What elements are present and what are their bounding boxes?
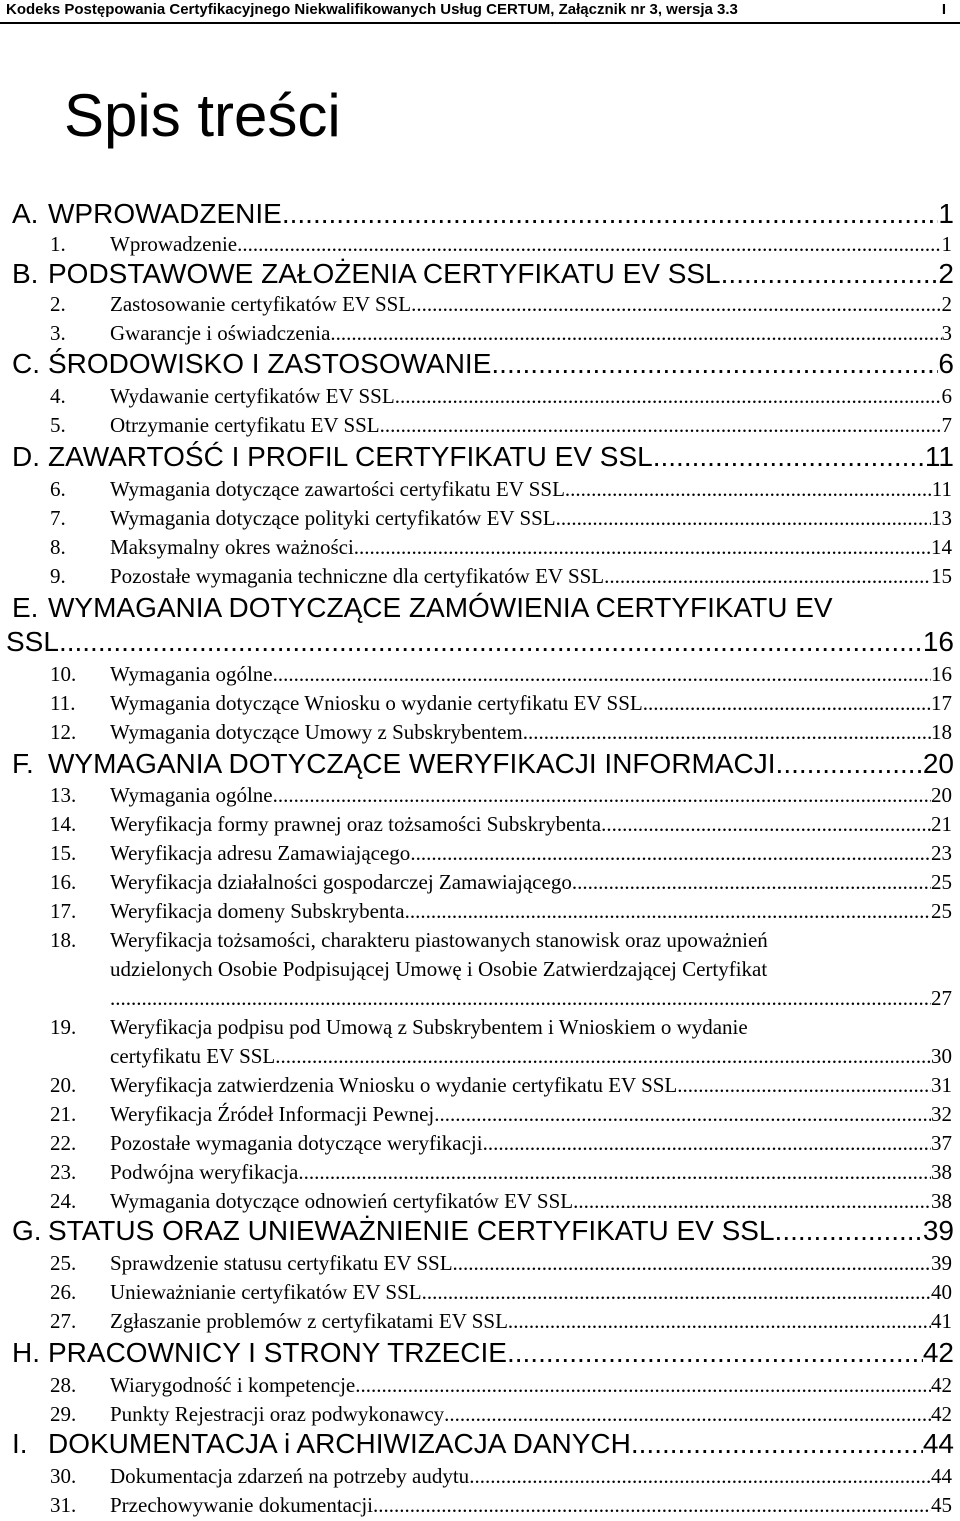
toc-number: 23. — [50, 1160, 77, 1184]
toc-page: 25 — [931, 899, 952, 923]
toc-entry-section-continued[interactable] — [6, 626, 954, 656]
toc-number: 6. — [50, 477, 66, 501]
toc-title: ŚRODOWISKO I ZASTOSOWANIE — [48, 348, 492, 379]
toc-page: 40 — [931, 1280, 952, 1304]
toc-entry[interactable] — [0, 321, 952, 347]
toc-page: 21 — [931, 812, 952, 836]
toc-leader — [601, 812, 931, 837]
toc-page: 30 — [931, 1044, 952, 1068]
toc-number: G. — [12, 1215, 42, 1246]
toc-title: Weryfikacja domeny Subskrybenta — [110, 899, 405, 923]
toc-entry-section[interactable] — [6, 1215, 954, 1245]
toc-entry[interactable] — [0, 812, 952, 838]
toc-title: Przechowywanie dokumentacji — [110, 1493, 373, 1517]
toc-title-continued: certyfikatu EV SSL — [110, 1044, 276, 1068]
toc-number: F. — [12, 748, 34, 779]
document-title: Spis treści — [64, 82, 341, 149]
toc-leader — [354, 535, 931, 560]
toc-leader — [422, 1280, 931, 1305]
toc-page: 38 — [931, 1160, 952, 1184]
toc-entry[interactable] — [0, 691, 952, 717]
toc-number: 26. — [50, 1280, 77, 1304]
toc-number: 1. — [50, 232, 66, 256]
toc-number: 14. — [50, 812, 77, 836]
toc-title: PODSTAWOWE ZAŁOŻENIA CERTYFIKATU EV SSL — [48, 258, 721, 289]
toc-leader — [573, 1189, 931, 1214]
toc-entry[interactable] — [0, 535, 952, 561]
toc-title: Otrzymanie certyfikatu EV SSL — [110, 413, 380, 437]
toc-title: Wymagania dotyczące Wniosku o wydanie certyfikatu EV SSL — [110, 691, 643, 715]
toc-leader — [523, 720, 931, 745]
toc-entry[interactable] — [0, 413, 952, 439]
toc-number: 11. — [50, 691, 76, 715]
toc-entry[interactable] — [0, 1251, 952, 1277]
toc-entry[interactable] — [0, 477, 952, 503]
toc-page: 42 — [931, 1402, 952, 1426]
toc-entry[interactable] — [0, 1309, 952, 1335]
toc-page: 31 — [931, 1073, 952, 1097]
toc-page: 17 — [931, 691, 952, 715]
toc-title: Weryfikacja tożsamości, charakteru piastowanych stanowisk oraz upoważnień — [110, 928, 768, 952]
toc-title: Wymagania dotyczące Umowy z Subskrybentem — [110, 720, 523, 744]
toc-number: 9. — [50, 564, 66, 588]
toc-number: 24. — [50, 1189, 77, 1213]
toc-leader — [355, 1373, 931, 1398]
toc-number: B. — [12, 258, 39, 289]
toc-entry[interactable] — [0, 1373, 952, 1399]
toc-entry-section[interactable] — [6, 348, 954, 378]
toc-title: DOKUMENTACJA i ARCHIWIZACJA DANYCH — [48, 1428, 631, 1459]
toc-leader — [491, 348, 938, 380]
toc-title: Punkty Rejestracji oraz podwykonawcy — [110, 1402, 445, 1426]
toc-entry-continued[interactable] — [0, 957, 952, 985]
toc-entry[interactable] — [0, 564, 952, 590]
toc-leader — [508, 1309, 931, 1334]
toc-page: 44 — [922, 1428, 954, 1459]
toc-title: Wymagania ogólne — [110, 662, 273, 686]
toc-entry[interactable] — [0, 1160, 952, 1186]
toc-leader — [775, 1215, 923, 1247]
toc-leader — [556, 506, 931, 531]
toc-page: 37 — [931, 1131, 952, 1155]
toc-title: Weryfikacja formy prawnej oraz tożsamości Subskrybenta — [110, 812, 602, 836]
toc-title: Zastosowanie certyfikatów EV SSL — [110, 292, 412, 316]
toc-number: 19. — [50, 1015, 77, 1039]
toc-page: 11 — [924, 441, 954, 472]
toc-entry[interactable] — [0, 1073, 952, 1099]
toc-title: Weryfikacja Źródeł Informacji Pewnej — [110, 1102, 435, 1126]
toc-leader — [469, 1464, 931, 1489]
toc-page: 2 — [941, 292, 952, 316]
toc-page: 20 — [931, 783, 952, 807]
toc-title: WPROWADZENIE — [48, 198, 282, 229]
toc-page: 45 — [931, 1493, 952, 1517]
toc-number: 31. — [50, 1493, 77, 1517]
toc-entry[interactable] — [0, 899, 952, 925]
toc-title: Weryfikacja działalności gospodarczej Zamawiającego — [110, 870, 572, 894]
toc-number: D. — [12, 441, 40, 472]
toc-number: 8. — [50, 535, 66, 559]
toc-leader — [643, 691, 931, 716]
toc-page: 18 — [931, 720, 952, 744]
toc-title: Wymagania dotyczące odnowień certyfikatów EV SSL — [110, 1189, 574, 1213]
toc-entry-section[interactable] — [6, 198, 954, 228]
toc-leader — [653, 441, 925, 473]
toc-number: 10. — [50, 662, 77, 686]
toc-leader — [110, 986, 931, 1011]
toc-entry[interactable] — [0, 1280, 952, 1306]
toc-number: 15. — [50, 841, 77, 865]
toc-page: 20 — [922, 748, 954, 779]
toc-title: Zgłaszanie problemów z certyfikatami EV SSL — [110, 1309, 508, 1333]
toc-title: Wymagania ogólne — [110, 783, 273, 807]
toc-page: 7 — [941, 413, 952, 437]
toc-page: 15 — [931, 564, 952, 588]
toc-entry-section[interactable] — [6, 258, 954, 288]
toc-number: 16. — [50, 870, 77, 894]
toc-page: 2 — [938, 258, 954, 289]
toc-number: 3. — [50, 321, 66, 345]
toc-page: 14 — [931, 535, 952, 559]
toc-number: 21. — [50, 1102, 77, 1126]
toc-number: 2. — [50, 292, 66, 316]
toc-number: A. — [12, 198, 39, 229]
toc-leader — [444, 1402, 931, 1427]
toc-leader — [721, 258, 939, 290]
toc-leader — [373, 1493, 931, 1518]
toc-title: STATUS ORAZ UNIEWAŻNIENIE CERTYFIKATU EV SSL — [48, 1215, 775, 1246]
toc-leader — [298, 1160, 931, 1185]
toc-entry[interactable] — [0, 870, 952, 896]
toc-page: 1 — [938, 198, 954, 229]
toc-number: 12. — [50, 720, 77, 744]
toc-title: Podwójna weryfikacja — [110, 1160, 299, 1184]
toc-number: 25. — [50, 1251, 77, 1275]
toc-page: 42 — [922, 1337, 954, 1368]
toc-number: H. — [12, 1337, 40, 1368]
toc-number: 28. — [50, 1373, 77, 1397]
toc-title: Wiarygodność i kompetencje — [110, 1373, 356, 1397]
toc-leader — [677, 1073, 931, 1098]
toc-title: WYMAGANIA DOTYCZĄCE WERYFIKACJI INFORMACJI — [48, 748, 776, 779]
toc-leader — [282, 198, 939, 230]
toc-page: 39 — [922, 1215, 954, 1246]
toc-title-continued: SSL — [6, 626, 59, 657]
toc-page: 13 — [931, 506, 952, 530]
toc-entry[interactable] — [0, 384, 952, 410]
toc-title: Unieważnianie certyfikatów EV SSL — [110, 1280, 422, 1304]
toc-page: 27 — [931, 986, 952, 1010]
toc-entry-section-first-line[interactable] — [6, 592, 954, 626]
toc-entry-first-line[interactable] — [0, 928, 952, 956]
toc-entry-section[interactable] — [6, 748, 954, 778]
toc-title: Pozostałe wymagania techniczne dla certyfikatów EV SSL — [110, 564, 605, 588]
toc-leader — [572, 870, 931, 895]
toc-title: Dokumentacja zdarzeń na potrzeby audytu — [110, 1464, 470, 1488]
header-page-number: I — [941, 1, 946, 18]
toc-leader — [330, 321, 941, 346]
toc-leader — [395, 384, 942, 409]
toc-number: 7. — [50, 506, 66, 530]
toc-entry-leader-line[interactable] — [0, 986, 952, 1012]
toc-title: Wymagania dotyczące zawartości certyfikatu EV SSL — [110, 477, 565, 501]
toc-number: 18. — [50, 928, 77, 952]
toc-leader — [631, 1428, 923, 1460]
toc-entry-section[interactable] — [6, 1337, 954, 1367]
toc-leader — [410, 841, 931, 866]
toc-number: I. — [12, 1428, 28, 1459]
toc-entry[interactable] — [0, 1493, 952, 1519]
header-title: Kodeks Postępowania Certyfikacyjnego Niekwalifikowanych Usług CERTUM, Załącznik nr 3, wersja 3.3 — [6, 1, 738, 18]
toc-leader — [411, 292, 941, 317]
toc-leader — [604, 564, 931, 589]
toc-page: 1 — [941, 232, 952, 256]
toc-entry[interactable] — [0, 841, 952, 867]
toc-leader — [453, 1251, 931, 1276]
toc-leader — [483, 1131, 931, 1156]
toc-entry[interactable] — [0, 232, 952, 258]
toc-number: 17. — [50, 899, 77, 923]
toc-title: Weryfikacja podpisu pod Umową z Subskrybentem i Wnioskiem o wydanie — [110, 1015, 748, 1039]
toc-number: 30. — [50, 1464, 77, 1488]
toc-entry-first-line[interactable] — [0, 1015, 952, 1043]
toc-page: 44 — [931, 1464, 952, 1488]
toc-title: ZAWARTOŚĆ I PROFIL CERTYFIKATU EV SSL — [48, 441, 653, 472]
toc-number: 29. — [50, 1402, 77, 1426]
toc-leader — [380, 413, 942, 438]
toc-title: PRACOWNICY I STRONY TRZECIE — [48, 1337, 507, 1368]
toc-entry[interactable] — [0, 783, 952, 809]
toc-number: 5. — [50, 413, 66, 437]
toc-entry[interactable] — [0, 1189, 952, 1215]
toc-entry[interactable] — [0, 1131, 952, 1157]
toc-number: 22. — [50, 1131, 77, 1155]
toc-page: 23 — [931, 841, 952, 865]
toc-number: E. — [12, 592, 39, 623]
toc-leader — [507, 1337, 923, 1369]
toc-page: 6 — [938, 348, 954, 379]
toc-entry[interactable] — [0, 1464, 952, 1490]
toc-page: 38 — [931, 1189, 952, 1213]
toc-entry[interactable] — [0, 720, 952, 746]
toc-page: 3 — [941, 321, 952, 345]
toc-title: Wymagania dotyczące polityki certyfikatów EV SSL — [110, 506, 556, 530]
toc-title-continued: udzielonych Osobie Podpisującej Umowę i Osobie Zatwierdzającej Certyfikat — [110, 957, 768, 981]
toc-leader — [434, 1102, 931, 1127]
toc-page: 6 — [941, 384, 952, 408]
toc-title: Wydawanie certyfikatów EV SSL — [110, 384, 395, 408]
toc-leader — [237, 232, 941, 257]
toc-entry[interactable] — [0, 292, 952, 318]
toc-title: Weryfikacja zatwierdzenia Wniosku o wydanie certyfikatu EV SSL — [110, 1073, 678, 1097]
toc-title: Maksymalny okres ważności — [110, 535, 354, 559]
toc-page: 32 — [931, 1102, 952, 1126]
toc-title: Weryfikacja adresu Zamawiającego — [110, 841, 411, 865]
toc-leader — [565, 477, 932, 502]
toc-entry-continued[interactable] — [0, 1044, 952, 1070]
toc-page: 16 — [922, 626, 954, 657]
toc-title: Gwarancje i oświadczenia — [110, 321, 331, 345]
toc-number: 27. — [50, 1309, 77, 1333]
toc-entry[interactable] — [0, 1102, 952, 1128]
toc-leader — [273, 662, 931, 687]
toc-title: Wprowadzenie — [110, 232, 238, 256]
toc-page: 42 — [931, 1373, 952, 1397]
toc-title: Sprawdzenie statusu certyfikatu EV SSL — [110, 1251, 453, 1275]
toc-entry[interactable] — [0, 506, 952, 532]
toc-title: WYMAGANIA DOTYCZĄCE ZAMÓWIENIA CERTYFIKATU EV — [48, 592, 833, 623]
toc-number: 13. — [50, 783, 77, 807]
toc-title: Pozostałe wymagania dotyczące weryfikacji — [110, 1131, 483, 1155]
toc-number: C. — [12, 348, 40, 379]
toc-entry-section[interactable] — [6, 441, 954, 471]
toc-leader — [273, 783, 931, 808]
toc-leader — [776, 748, 923, 780]
toc-entry[interactable] — [0, 662, 952, 688]
toc-entry[interactable] — [0, 1402, 952, 1428]
toc-page: 25 — [931, 870, 952, 894]
toc-leader — [59, 626, 923, 658]
toc-page: 41 — [931, 1309, 952, 1333]
toc-leader — [405, 899, 931, 924]
toc-leader — [275, 1044, 931, 1069]
toc-number: 4. — [50, 384, 66, 408]
toc-page: 16 — [931, 662, 952, 686]
toc-page: 39 — [931, 1251, 952, 1275]
toc-entry-section[interactable] — [6, 1428, 954, 1458]
toc-page: 11 — [931, 477, 952, 501]
toc-number: 20. — [50, 1073, 77, 1097]
